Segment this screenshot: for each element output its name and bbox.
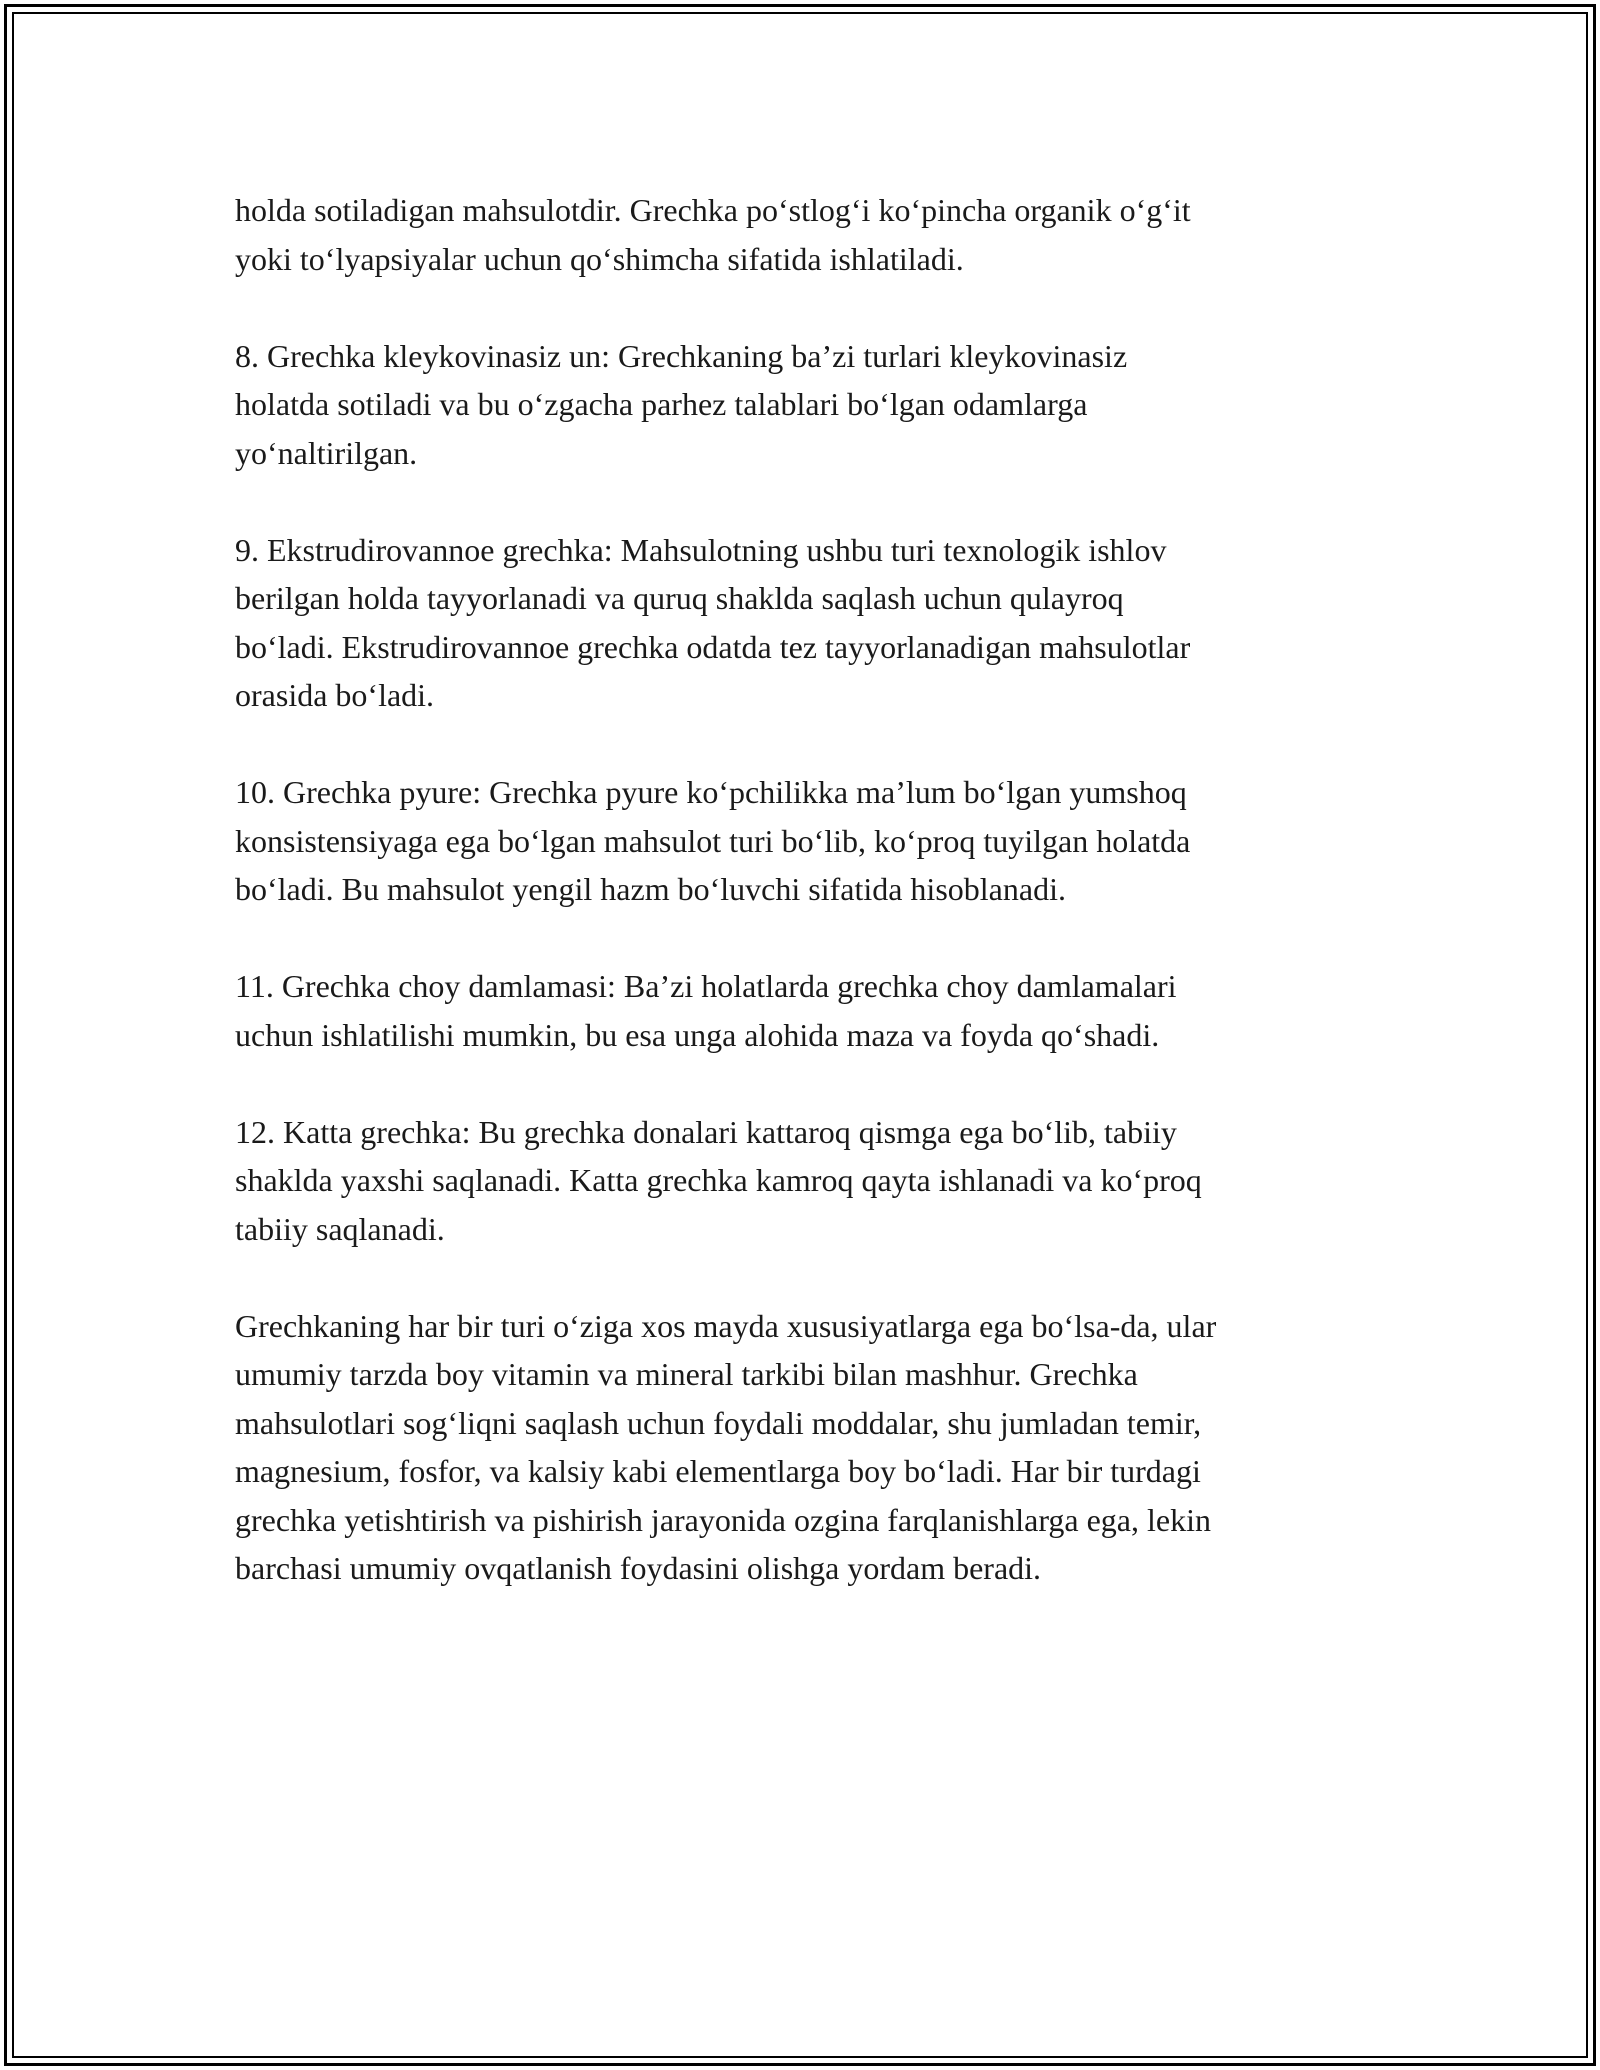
paragraph-conclusion: Grechkaning har bir turi o‘ziga xos mayda xususiyatlarga ega bo‘lsa-da, ular umumiy tarzda boy vitamin va mineral tarkibi bilan mashhur. Grechka mahsulotlari sog‘liqni saqlash uchun foydali moddalar, shu jumladan temir, magnesium, fosfor, va kalsiy kabi elementlarga boy bo‘ladi. Har bir turdagi grechka yetishtirish va pishirish jarayonida ozgina farqlanishlarga ega, lekin barchasi umumiy ovqatlanish foydasini olishga yordam beradi. (235, 1307, 1217, 1586)
paragraph-item-8: 8. Grechka kleykovinasiz un: Grechkaning ba’zi turlari kleykovinasiz holatda sotiladi va bu o‘zgacha parhez talablari bo‘lgan odamlarga yo‘naltirilgan. (235, 337, 1128, 471)
paragraph-item-12: 12. Katta grechka: Bu grechka donalari kattaroq qismga ega bo‘lib, tabiiy shaklda yaxshi saqlanadi. Katta grechka kamroq qayta ishlanadi va ko‘proq tabiiy saqlanadi. (235, 1113, 1202, 1247)
document-body (235, 186, 1375, 1641)
paragraph-item-9: 9. Ekstrudirovannoe grechka: Mahsulotning ushbu turi texnologik ishlov berilgan holda tayyorlanadi va quruq shaklda saqlash uchun qulayroq bo‘ladi. Ekstrudirovannoe grechka odatda tez tayyorlanadigan mahsulotlar orasida bo‘ladi. (235, 531, 1191, 713)
paragraph-husk-continuation: holda sotiladigan mahsulotdir. Grechka po‘stlog‘i ko‘pincha organik o‘g‘it yoki to‘lyapsiyalar uchun qo‘shimcha sifatida ishlatiladi. (235, 192, 1191, 277)
paragraph-item-10: 10. Grechka pyure: Grechka pyure ko‘pchilikka ma’lum bo‘lgan yumshoq konsistensiyaga ega bo‘lgan mahsulot turi bo‘lib, ko‘proq tuyilgan holatda bo‘ladi. Bu mahsulot yengil hazm bo‘luvchi sifatida hisoblanadi. (235, 774, 1191, 907)
paragraph-item-11: 11. Grechka choy damlamasi: Ba’zi holatlarda grechka choy damlamalari uchun ishlatilishi mumkin, bu esa unga alohida maza va foyda qo‘shadi. (235, 968, 1177, 1053)
